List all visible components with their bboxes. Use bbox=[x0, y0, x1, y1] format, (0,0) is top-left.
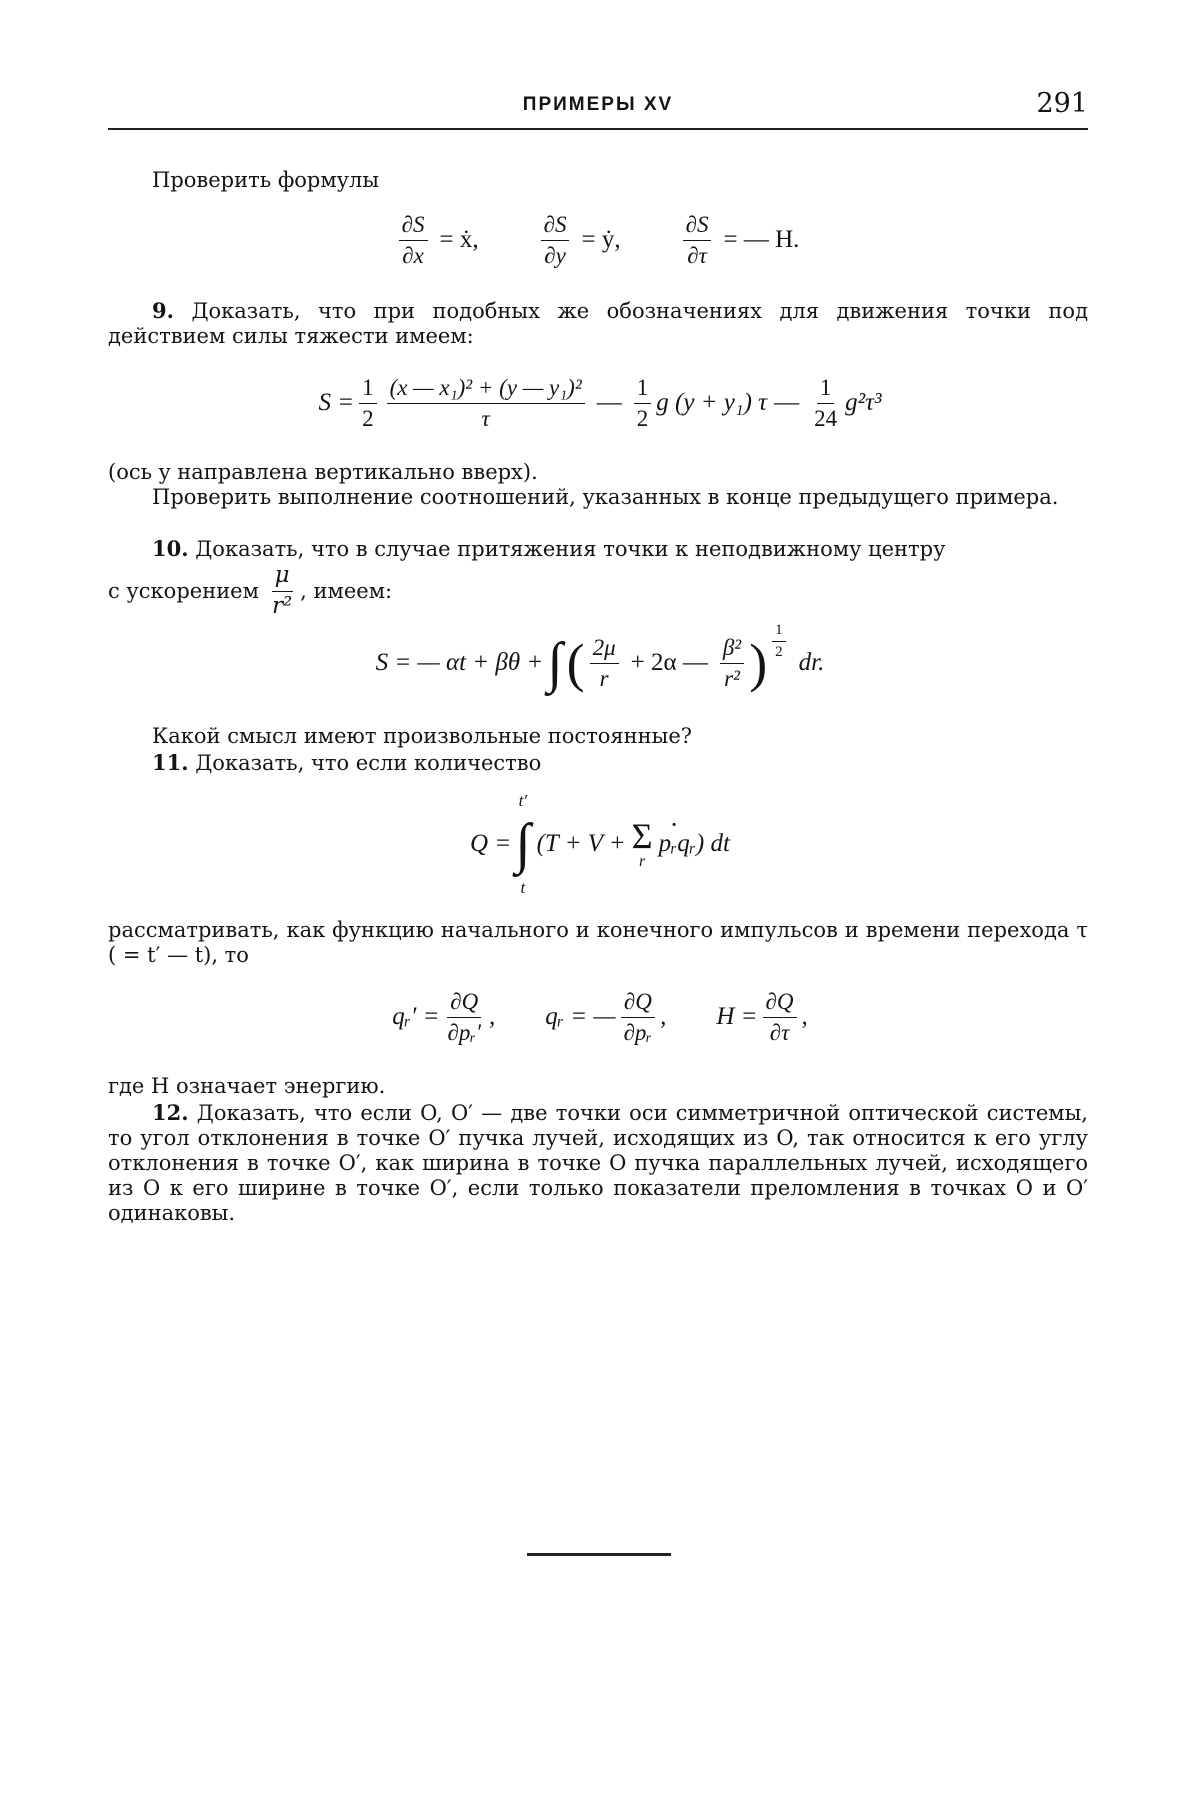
running-title: ПРИМЕРЫ XV bbox=[522, 94, 674, 115]
integral-sign: ∫ bbox=[547, 632, 563, 694]
equation-action-gravity: S = $\frac{1}{2}$ $\frac{\text{(x — x₁)² + (y — y₁)²}}{\tau}$ — $\frac{1}{2}$ g (y + y₁) τ — $\frac{1}{24}$ g²τ³ bbox=[318, 375, 882, 431]
problem-11: 11. Доказать, что если количество bbox=[152, 750, 542, 775]
problem-9-note: (ось y направлена вертикально вверх). Проверить выполнение соотношений, указанных в конце предыдущего примера. bbox=[108, 460, 1059, 509]
problem-12: 12. Доказать, что если O, O′ — две точки оси симметричной оптической системы, то угол отклонения в точке O′ пучка лучей, исходящих из O, так относится к его углу отклонения в точке O′, как ширина в точке O пучка параллельных лучей, исходящего из O к его ширине в точке O′, если только показатели преломления в точках O и O′ одинаковы. bbox=[108, 1100, 1088, 1225]
frac-ds-dx: $\frac{\partial S}{\partial x}$ bbox=[399, 212, 428, 268]
problem-10: 10. Доказать, что в случае притяжения точки к неподвижному центру bbox=[152, 536, 946, 561]
frac-mu-r2: $\frac{\mu}{\text{r²}}$ bbox=[271, 562, 293, 619]
page-number: 291 bbox=[1036, 88, 1088, 119]
equation-q-partials: qᵣ′ = $\frac{\partial Q}{\text{∂pᵣ′}}$ , qᵣ = — $\frac{\partial Q}{\text{∂pᵣ}}$ , H = $\frac{\partial Q}{\partial\tau}$ , bbox=[392, 989, 808, 1045]
sum-sign: Σ r bbox=[631, 816, 653, 870]
frac-ds-dy: $\frac{\partial S}{\partial y}$ bbox=[541, 212, 570, 268]
running-head bbox=[108, 88, 1088, 130]
equation-action-central: S = — αt + βθ + ∫ ( $\frac{2\mu}{r}$ + 2α — $\frac{\text{β²}}{\text{r²}}$ ) $\frac{1}{2}$ dr. bbox=[375, 622, 825, 694]
equation-partials: $\frac{\partial S}{\partial x}$ = ẋ, $\frac{\partial S}{\partial y}$ = ẏ, $\frac{\partial S}{\partial\tau}$ = — H. bbox=[0, 210, 1200, 270]
problem-11-where: где H означает энергию. bbox=[108, 1074, 386, 1098]
problem-9: 9. Доказать, что при подобных же обозначениях для движения точки под действием силы тяжести имеем: bbox=[108, 298, 1088, 348]
problem-11-after: рассматривать, как функцию начального и конечного импульсов и времени перехода τ ( = t′ — t), то bbox=[108, 918, 1088, 967]
intro-text: Проверить формулы bbox=[152, 168, 380, 192]
problem-10-question: Какой смысл имеют произвольные постоянные? bbox=[152, 724, 693, 748]
frac-ds-dtau: $\frac{\partial S}{\partial\tau}$ bbox=[683, 212, 712, 268]
integral-sign: ∫ bbox=[515, 813, 531, 875]
problem-10-accel: с ускорением $\frac{\mu}{\text{r²}}$ , имеем: bbox=[108, 562, 393, 619]
equation-q-integral: Q = t′ ∫ t (T + V + Σ r pᵣqᵣ · ) dt bbox=[0, 786, 1200, 902]
end-rule bbox=[527, 1553, 671, 1556]
